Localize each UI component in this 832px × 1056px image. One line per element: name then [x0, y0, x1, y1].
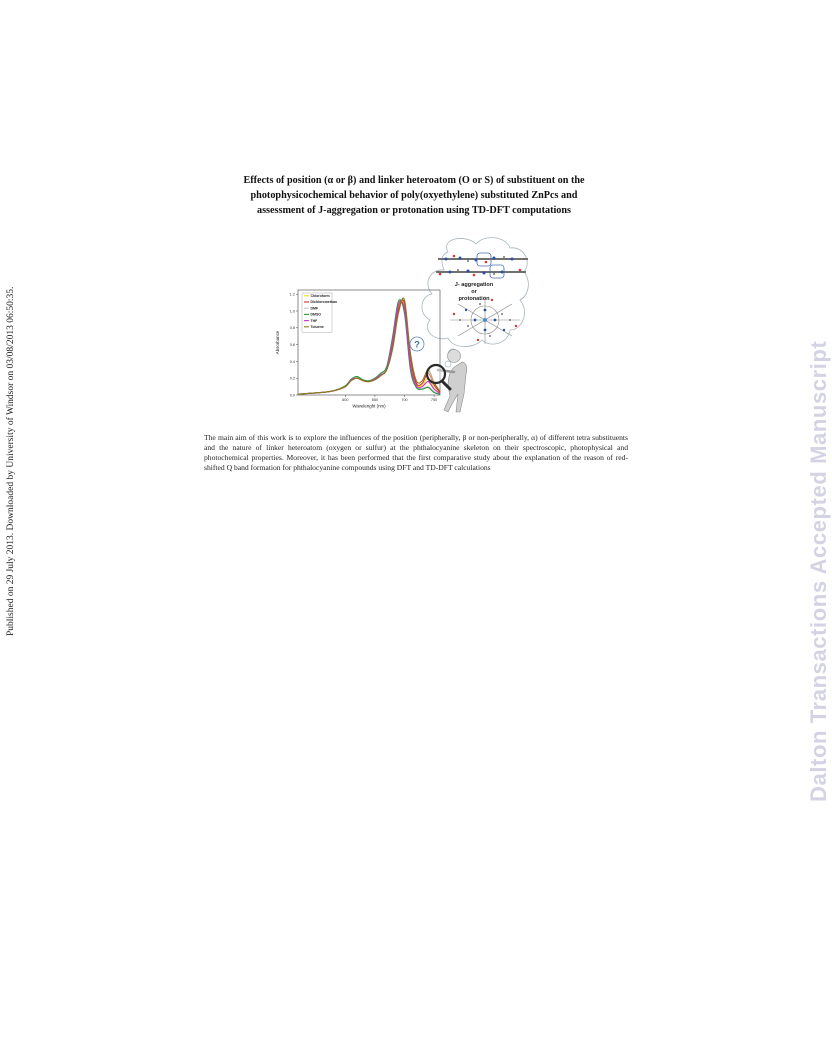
- legend-label-0: Chloroform: [310, 294, 330, 298]
- y-tick-label-1: 0.2: [289, 376, 295, 381]
- legend-label-1: Dichloromethan: [310, 300, 338, 305]
- y-tick-label-5: 1.0: [289, 309, 295, 314]
- graphical-abstract: [270, 234, 532, 416]
- y-tick-label-0: 0.0: [289, 393, 295, 398]
- thought-bubble-small: [445, 361, 451, 367]
- graphical-abstract-svg: [270, 234, 532, 416]
- title-line-3: assessment of J-aggregation or protonation using TD-DFT computations: [256, 205, 572, 216]
- y-axis-label: Absorbance: [275, 330, 280, 355]
- callout-label-line-1: J- aggregation: [454, 282, 494, 288]
- title-line-1: Effects of position (α or β) and linker heteroatom (O or S) of substituent on the: [243, 175, 585, 186]
- x-tick-label-3: 750: [430, 398, 438, 403]
- y-tick-label-2: 0.4: [289, 359, 295, 364]
- x-tick-label-2: 700: [401, 398, 408, 403]
- paper-title: [200, 173, 628, 218]
- title-line-2: photophysicochemical behavior of poly(oxyethylene) substituted ZnPcs and: [250, 190, 578, 201]
- legend-label-5: Toluene: [310, 325, 324, 329]
- y-tick-label-3: 0.6: [289, 343, 295, 347]
- download-note: Published on 29 July 2013. Downloaded by University of Windsor on 03/08/2013 06:50:35.: [6, 286, 16, 636]
- x-tick-label-1: 650: [371, 398, 379, 403]
- abstract-text: The main aim of this work is to explore the influences of the position (peripherally, β or non-peripherally, α) of different tetra substituents and the nature of linker heteroatom (oxygen or sulfur) at the phthalocyanine skeleton on their spectroscopic, photophysical and photochemical properties. Moreover, it has been performed that the first comparative study about the explanation of the reason of red-shifted Q band formation for phthalocyanine compounds using DFT and TD-DFT calculations: [204, 433, 628, 472]
- y-tick-label-6: 1.2: [289, 292, 295, 297]
- legend-label-3: DMSO: [310, 312, 321, 317]
- accepted-manuscript-watermark: Dalton Transactions Accepted Manuscript: [806, 340, 831, 802]
- legend-label-4: THF: [310, 318, 318, 323]
- callout-label-line-2: or: [471, 289, 477, 295]
- investigator-figure-illustration: [427, 350, 467, 413]
- question-mark: ?: [414, 339, 420, 351]
- x-axis-label: Wavelenght (nm): [352, 403, 386, 409]
- y-tick-label-4: 0.8: [289, 326, 295, 331]
- callout-label-line-3: protonation: [458, 296, 490, 302]
- x-tick-label-0: 600: [342, 398, 349, 403]
- legend-label-2: DMF: [310, 306, 319, 311]
- question-bubble: [410, 337, 424, 351]
